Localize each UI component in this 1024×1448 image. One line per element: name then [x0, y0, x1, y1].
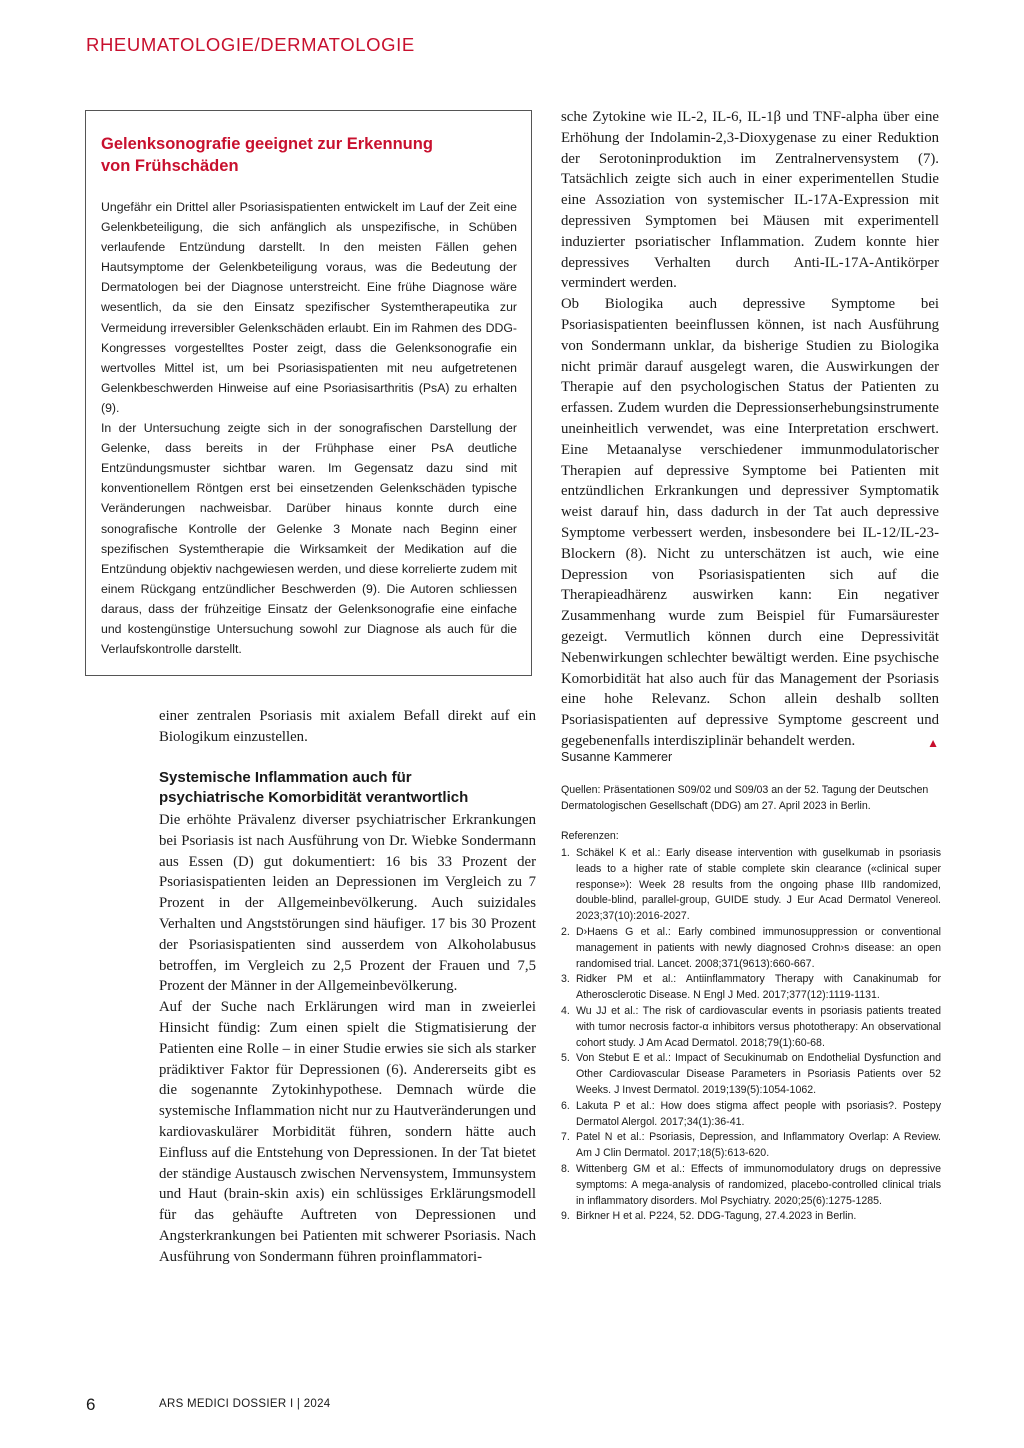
- info-box-title: [101, 133, 517, 177]
- info-box-paragraph: In der Untersuchung zeigte sich in der sonografischen Darstellung der Gelenke, dass bereits in der Frühphase einer PsA deutliche Entzündungsmuster sichtbar waren. Im Gegensatz dazu sind mit konventionellem Röntgen erst bei einsetzenden Gelenkschäden typische Veränderungen nachweisbar. Darüber hinaus konnte durch eine sonografische Kontrolle der Gelenke 3 Monate nach Beginn einer spezifischen Systemtherapie die Wirksamkeit der Medikation auf die Entzündung objektiv nachgewiesen werden, und diese korrelierte zudem mit einem Rückgang entzündlicher Beschwerden (9). Die Autoren schliessen daraus, dass der frühzeitige Einsatz der Gelenksonografie eine einfache und kostengünstige Untersuchung sowohl zur Diagnose als auch für die Verlaufskontrolle darstellt.: [101, 421, 517, 657]
- body-paragraph: sche Zytokine wie IL-2, IL-6, IL-1β und TNF-alpha über eine Erhöhung der Indolamin-2,3-Dioxygenase zu einer Reduktion der Serotoninproduktion im Zentralnervensystem (7). Tatsächlich zeigte sich auch in einer experimentellen Studie eine Assoziation von systemischer IL-17A-Expression mit depressiven Symptomen bei Mäusen mit experimentell induzierter psoriatischer Inflammation. Zudem konnte hier depressives Verhalten durch Anti-IL-17A-Antikörper vermindert werden.: [561, 109, 939, 292]
- reference-number: 4.: [561, 1004, 570, 1017]
- reference-number: 6.: [561, 1099, 570, 1112]
- reference-text: Lakuta P et al.: How does stigma affect people with psoriasis?. Postepy Dermatol Alergol. 2017;34(1):36-41.: [576, 1099, 941, 1128]
- reference-text: Wu JJ et al.: The risk of cardiovascular events in psoriasis patients treated with tumor necrosis factor-α inhibitors versus phototherapy: An observational cohort study. J Am Acad Dermatol. 2018;79(1):60-68.: [576, 1004, 941, 1049]
- body-paragraph: Die erhöhte Prävalenz diverser psychiatrischer Erkrankungen bei Psoriasis ist nach Ausführung von Dr. Wiebke Sondermann aus Essen (D) gut dokumentiert: 16 bis 33 Prozent der Psoriasispatienten leiden an Depressionen im Vergleich zu 7 Prozent in der Allgemeinbevölkerung. Auch suizidales Verhalten und Angststörungen sind häufiger. 17 bis 30 Prozent der Psoriasispatienten sind ausserdem von Alkoholabusus betroffen, im Vergleich zu 2,5 Prozent der Frauen und 7,5 Prozent der Männer in der Allgemeinbevölkerung.: [159, 812, 536, 995]
- body-paragraph: Auf der Suche nach Erklärungen wird man in zweierlei Hinsicht fündig: Zum einen spielt die Stigmatisierung der Patienten eine Rolle – in einer Studie erwies sie sich als starker prädiktiver Faktor für Depressionen (6). Andererseits gibt es die sogenannte Zytokinhypothese. Demnach würde die systemische Inflammation nicht nur zu Hautveränderungen und kardiovaskulärer Morbidität führen, sondern hätte auch Einfluss auf die Entstehung von Depressionen. In der Tat bietet der ständige Austausch zwischen Nervensystem, Immunsystem und Haut (brain-skin axis) ein schlüssiges Erklärungsmodell für das gehäufte Auftreten von Depressionen und Angsterkrankungen bei Patienten mit schwerer Psoriasis. Nach Ausführung von Sondermann führen proinflammatori-: [159, 999, 536, 1265]
- reference-item: [561, 1130, 941, 1162]
- end-of-article-triangle-icon: ▲: [927, 735, 939, 750]
- journal-footer: ARS MEDICI DOSSIER I | 2024: [159, 1398, 331, 1410]
- reference-text: Birkner H et al. P224, 52. DDG-Tagung, 27.4.2023 in Berlin.: [576, 1210, 857, 1223]
- info-box-paragraph: Ungefähr ein Drittel aller Psoriasispatienten entwickelt im Lauf der Zeit eine Gelenkbeteiligung, die sich anfänglich als unspezifische, in Schüben verlaufende Entzündung darstellt. In den meisten Fällen gehen Hautsymptome der Gelenkbeteiligung voraus, was die Bedeutung der Dermatologen bei der Diagnose unterstreicht. Eine frühe Diagnose wäre wesentlich, da sie den Einsatz spezifischer Systemtherapeutika zur Vermeidung irreversibler Gelenkschäden erlaubt. Ein im Rahmen des DDG-Kongresses vorgestelltes Poster zeigt, dass die Gelenksonografie ein wertvolles Mittel ist, um bei Psoriasispatienten mit neu aufgetretenen Gelenkbeschwerden Hinweise auf eine Psoriasisarthritis (PsA) zu erhalten (9).: [101, 200, 517, 415]
- reference-text: Wittenberg GM et al.: Effects of immunomodulatory drugs on depressive symptoms: A mega-analysis of randomized, placebo-controlled clinical trials in inflammatory disorders. Mol Psychiatry. 2020;25(6):1275-1285.: [576, 1162, 941, 1207]
- body-paragraph: einer zentralen Psoriasis mit axialem Befall direkt auf ein Biologikum einzustellen.: [159, 708, 536, 745]
- reference-text: Patel N et al.: Psoriasis, Depression, and Inflammatory Overlap: A Review. Am J Clin Dermatol. 2017;18(5):613-620.: [576, 1131, 941, 1160]
- body-paragraph-last: [561, 294, 939, 752]
- reference-item: [561, 1099, 941, 1131]
- reference-text: Schäkel K et al.: Early disease intervention with guselkumab in psoriasis leads to a higher rate of stable complete skin clearance («clinical super response»): Week 28 results from the ongoing phase IIIb randomized, double-blind, parallel-group, GUIDE study. J Eur Acad Dermatol Venereol. 2023;37(10):2016-2027.: [576, 847, 941, 923]
- reference-text: Ridker PM et al.: Antiinflammatory Therapy with Canakinumab for Atherosclerotic Disease. N Engl J Med. 2017;377(12):1119-1131.: [576, 973, 941, 1002]
- reference-item: [561, 972, 941, 1004]
- reference-number: 7.: [561, 1131, 570, 1144]
- reference-number: 1.: [561, 847, 570, 859]
- reference-item: [561, 925, 941, 972]
- page-number: 6: [86, 1395, 96, 1414]
- reference-number: 9.: [561, 1210, 570, 1223]
- info-box-title-line1: Gelenksonografie geeignet zur Erkennung: [101, 135, 433, 153]
- references-list: [561, 846, 941, 1225]
- reference-number: 2.: [561, 925, 570, 938]
- left-column-intro: [159, 706, 536, 748]
- reference-item: [561, 1004, 941, 1051]
- reference-item: [561, 846, 941, 925]
- reference-text: Von Stebut E et al.: Impact of Secukinumab on Endothelial Dysfunction and Other Cardiovascular Disease Parameters in Psoriasis Patients over 52 Weeks. J Invest Dermatol. 2019;139(5):1054-1062.: [576, 1052, 941, 1096]
- reference-number: 8.: [561, 1162, 570, 1175]
- reference-text: D›Haens G et al.: Early combined immunosuppression or conventional management in patients with newly diagnosed Crohn›s disease: an open randomised trial. Lancet. 2008;371(9613):660-667.: [576, 925, 941, 970]
- reference-item: [561, 1209, 941, 1225]
- reference-number: 5.: [561, 1052, 570, 1065]
- section-subheading: [159, 768, 539, 808]
- subheading-line1: Systemische Inflammation auch für: [159, 769, 412, 786]
- reference-item: [561, 1051, 941, 1098]
- sources-note: Quellen: Präsentationen S09/02 und S09/03 an der 52. Tagung der Deutschen Dermatologischen Gesellschaft (DDG) am 27. April 2023 in Berlin.: [561, 784, 929, 812]
- reference-number: 3.: [561, 973, 570, 986]
- references-heading: Referenzen:: [561, 830, 619, 842]
- section-header: RHEUMATOLOGIE/DERMATOLOGIE: [86, 34, 415, 55]
- info-box-title-line2: von Frühschäden: [101, 157, 239, 175]
- info-box: [85, 110, 532, 676]
- right-column-body: [561, 107, 939, 754]
- reference-item: [561, 1162, 941, 1209]
- subheading-line2: psychiatrische Komorbidität verantwortlich: [159, 789, 469, 806]
- left-column-body: [159, 810, 536, 1268]
- author-name: Susanne Kammerer: [561, 750, 673, 764]
- body-paragraph-text: Ob Biologika auch depressive Symptome bei Psoriasispatienten beeinflussen können, ist nach Ausführung von Sondermann unklar, da bisherige Studien zu Biologika nicht primär darauf ausgelegt waren, die Auswirkungen der Therapie auf den psychologischen Status der Patienten zu erfassen. Zudem wurden die Depressionserhebungsinstrumente uneinheitlich verwendet, was eine Interpretation erschwert. Eine Metaanalyse verschiedener immunmodulatorischer Therapien auf depressive Symptome bei Patienten mit entzündlichen Erkrankungen und depressiver Symptomatik weist darauf hin, dass dadurch in der Tat auch depressive Symptome verbessert werden, insbesondere bei IL-12/IL-23-Blockern (8). Nicht zu unterschätzen ist auch, wie eine Depression von Psoriasispatienten sich auf die Therapieadhärenz auswirken kann: Ein negativer Zusammenhang wurde zum Beispiel für Fumarsäurester gezeigt. Vermutlich können durch eine Depressivität Nebenwirkungen schlechter bewältigt werden. Eine psychische Komorbidität hat also auch für das Management der Psoriasis eine hohe Relevanz. Schon allein deshalb sollten Psoriasispatienten auf depressive Symptome gescreent und gegebenenfalls interdisziplinär behandelt werden.: [561, 296, 939, 749]
